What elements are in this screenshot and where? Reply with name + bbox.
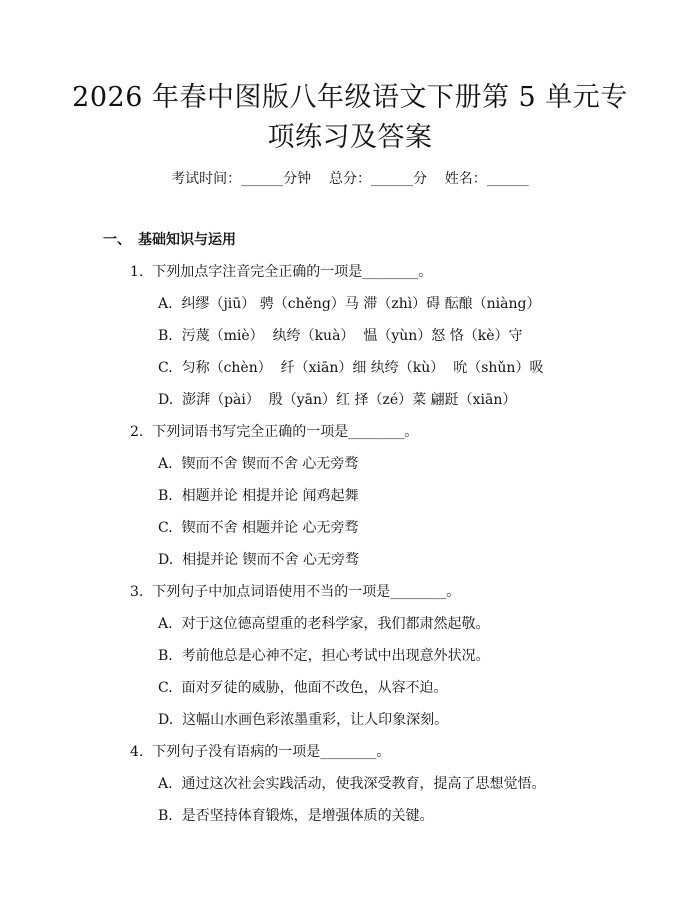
exam-info-line: 考试时间：______分钟 总分：______分 姓名：______ — [171, 171, 529, 187]
section-heading — [103, 229, 236, 249]
section-title: 基础知识与运用 — [138, 232, 236, 248]
question-2-option-c: C. 锲而不舍 相题并论 心无旁骛 — [158, 520, 359, 536]
question-2-option-b: B. 相题并论 相提并论 闻鸡起舞 — [158, 488, 359, 504]
question-1-stem: 1. 下列加点字注音完全正确的一项是________。 — [130, 264, 433, 280]
document-title-line-1: 2026 年春中图版八年级语文下册第 5 单元专 — [72, 82, 628, 113]
question-4-option-b: B. 是否坚持体育锻炼，是增强体质的关键。 — [158, 808, 434, 824]
question-3-option-b: B. 考前他总是心神不定，担心考试中出现意外状况。 — [158, 648, 490, 664]
question-1-option-b: B. 污蔑（miè） 纨绔（kuà） 愠（yùn）怒 恪（kè）守 — [158, 328, 523, 344]
question-2-stem: 2. 下列词语书写完全正确的一项是________。 — [130, 424, 419, 440]
question-4-stem: 4. 下列句子没有语病的一项是________。 — [130, 744, 391, 760]
question-2-option-d: D. 相提并论 锲而不舍 心无旁骛 — [158, 552, 359, 568]
question-1-option-c: C. 匀称（chèn） 纤（xiān）细 纨绔（kù） 吮（shǔn）吸 — [158, 360, 544, 376]
question-3-stem: 3. 下列句子中加点词语使用不当的一项是________。 — [130, 584, 461, 600]
question-2-option-a: A. 锲而不舍 锲而不舍 心无旁骛 — [158, 456, 359, 472]
question-1-option-a: A. 纠缪（jiū） 骋（chěng）马 滞（zhì）碍 酝酿（niàng） — [158, 296, 541, 312]
question-3-option-c: C. 面对歹徒的威胁，他面不改色，从容不迫。 — [158, 680, 448, 696]
question-3-option-a: A. 对于这位德高望重的老科学家，我们都肃然起敬。 — [158, 616, 490, 632]
question-3-option-d: D. 这幅山水画色彩浓墨重彩，让人印象深刻。 — [158, 712, 449, 728]
document-title-line-2: 项练习及答案 — [267, 122, 433, 153]
question-1-option-d: D. 澎湃（pài） 殷（yān）红 择（zé）菜 翩跹（xiān） — [158, 392, 517, 408]
question-4-option-a: A. 通过这次社会实践活动，使我深受教育，提高了思想觉悟。 — [158, 776, 546, 792]
section-number: 一、 — [103, 232, 131, 248]
